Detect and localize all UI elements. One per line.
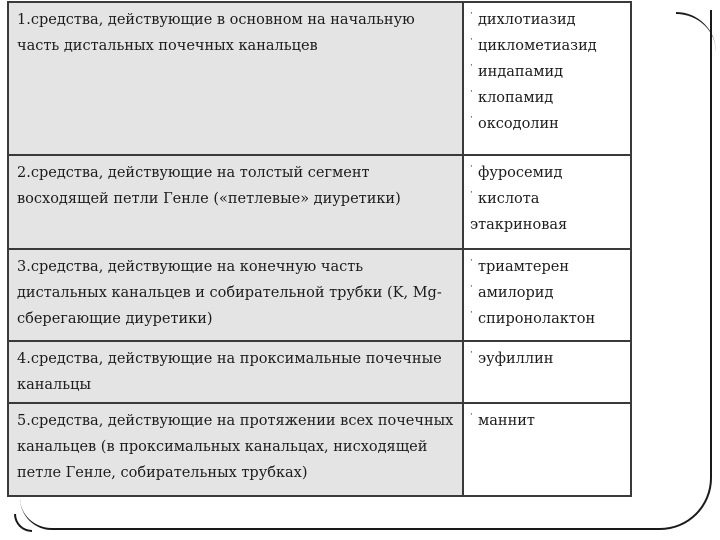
drug-name: спиронолактон [478,311,596,327]
category-cell: 1.средства, действующие в основном на начальную часть дистальных почечных канальцев [8,2,463,155]
drug-item [470,33,624,59]
bullet-icon: · [470,35,473,45]
bullet-icon: · [470,113,473,123]
drug-name: индапамид [478,64,564,80]
drug-name: фуросемид [478,165,563,181]
bullet-icon: · [470,410,473,420]
drug-item [470,160,624,186]
drug-name: дихлотиазид [478,12,576,28]
drug-name: циклометиазид [478,38,597,54]
drug-item [470,346,624,372]
category-cell: 2.средства, действующие на толстый сегмент восходящей петли Генле («петлевые» диуретики) [8,155,463,249]
drug-list-cell [463,155,631,249]
drug-name-continuation: этакриновая [470,217,568,233]
category-cell: 5.средства, действующие на протяжении всех почечных канальцев (в проксимальных канальцах, нисходящей петле Генле, собирательных трубках) [8,403,463,496]
drug-item [470,254,624,280]
drug-item [470,280,624,306]
drug-name: оксодолин [478,116,559,132]
drug-item [470,59,624,85]
drug-name: триамтерен [478,259,570,275]
drug-name: клопамид [478,90,554,106]
bullet-icon: · [470,9,473,19]
bullet-icon: · [470,256,473,266]
category-cell: 4.средства, действующие на проксимальные почечные канальцы [8,341,463,403]
slide-frame-left-corner [14,514,32,532]
drug-name: эуфиллин [478,351,554,367]
table-row [8,249,631,341]
bullet-icon: · [470,348,473,358]
drug-list-cell [463,341,631,403]
bullet-icon: · [470,308,473,318]
drug-list-cell [463,403,631,496]
drug-name: маннит [478,413,535,429]
bullet-icon: · [470,87,473,97]
drug-list-cell [463,2,631,155]
category-cell: 3.средства, действующие на конечную часть дистальных канальцев и собирательной трубки (K, Mg-сберегающие диуретики) [8,249,463,341]
table-row [8,341,631,403]
diuretics-table [7,1,632,497]
drug-item [470,85,624,111]
bullet-icon: · [470,162,473,172]
bullet-icon: · [470,188,473,198]
table-row [8,155,631,249]
drug-list-cell [463,249,631,341]
drug-item [470,408,624,434]
drug-item [470,306,624,332]
drug-name: кислота [478,191,540,207]
drug-item [470,186,624,212]
bullet-icon: · [470,61,473,71]
bullet-icon: · [470,282,473,292]
drug-name: амилорид [478,285,554,301]
table-row [8,2,631,155]
table-row [8,403,631,496]
drug-item [470,111,624,137]
drug-item [470,7,624,33]
